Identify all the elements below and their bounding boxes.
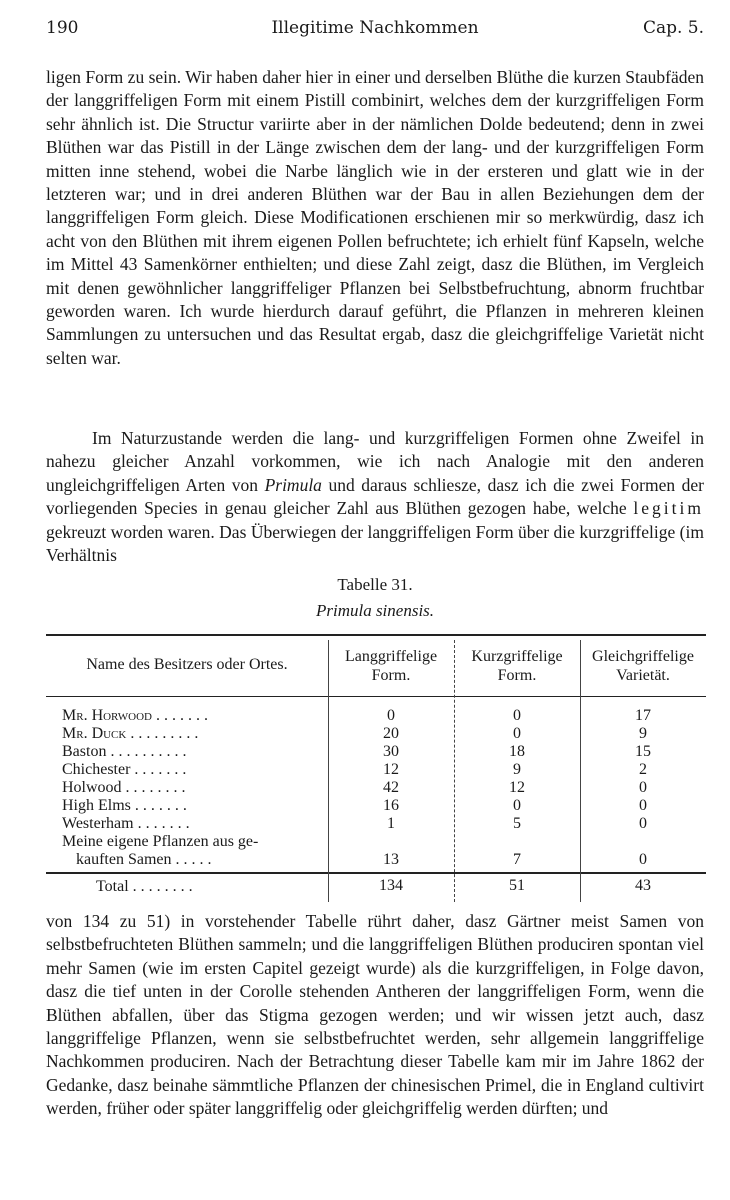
table-total-rule xyxy=(46,872,706,874)
cell-long: 30 xyxy=(383,743,399,760)
paragraph-3: von 134 zu 51) in vorstehender Tabelle rührt daher, dasz Gärtner meist Samen von selbstbefruchteten Blüthen sammeln; und die langgriffeligen Blüthen produciren spontan viel mehr Samen (wie im ersten Capitel gezeigt wurde) als die kurzgriffeligen, in Folge davon, dasz die tief unten in der Corolle stehenden Antheren der langgriffeligen Form, wenn die Blüthen abfallen, über das Stigma gezogen werden; und wir wissen jetzt auch, dasz langgriffelige Pflanzen, wenn sie selbstbefruchtet werden, sehr allgemein langgriffelige Nachkommen produciren. Nach der Betrachtung dieser Tabelle kam mir im Jahre 1862 der Gedanke, dasz beinahe sämmtliche Pflanzen der chinesischen Primel, die in England cultivirt werden, früher oder später langgriffelig oder gleichgriffelig werden dürften; und xyxy=(46,911,704,1119)
cell-equal: 17 xyxy=(635,707,651,724)
cell-long: 20 xyxy=(383,725,399,742)
header-equal-line2: Varietät. xyxy=(616,667,670,684)
cell-equal: 0 xyxy=(639,815,647,832)
table-title: Tabelle 31. xyxy=(337,575,413,594)
table-header-rule xyxy=(46,696,706,697)
cell-long: 1 xyxy=(387,815,395,832)
cell-short: 0 xyxy=(513,797,521,814)
row-name: Chichester . . . . . . . xyxy=(62,761,187,778)
cell-equal: 9 xyxy=(639,725,647,742)
emphasis-legitim: legitim xyxy=(633,498,704,519)
header-long xyxy=(328,647,454,685)
paragraph-2-text-c: und daraus schliesze, dasz ich die zwei Formen der vorliegenden Species in genau gleicher Zahl aus Blüthen gezogen habe, welche xyxy=(46,474,704,519)
cell-equal: 0 xyxy=(639,779,647,796)
header-short xyxy=(454,647,580,685)
row-name: High Elms . . . . . . . xyxy=(62,797,187,814)
header-long-line2: Form. xyxy=(371,667,411,684)
cell-long: 13 xyxy=(383,851,399,868)
row-name: Baston . . . . . . . . . . xyxy=(62,743,187,760)
total-long: 134 xyxy=(379,877,403,894)
header-short-line1: Kurzgriffelige xyxy=(471,648,563,665)
cell-short: 7 xyxy=(513,851,521,868)
genus-primula: Primula xyxy=(264,474,322,495)
cell-long: 16 xyxy=(383,797,399,814)
data-table xyxy=(46,634,706,904)
chapter-label: Cap. 5. xyxy=(642,18,704,38)
row-name: Holwood . . . . . . . . xyxy=(62,779,186,796)
table-top-rule xyxy=(46,634,706,636)
cell-short: 0 xyxy=(513,707,521,724)
cell-long: 42 xyxy=(383,779,399,796)
cell-short: 0 xyxy=(513,725,521,742)
row-name: Westerham . . . . . . . xyxy=(62,815,190,832)
total-short: 51 xyxy=(509,877,525,894)
paragraph-2 xyxy=(46,427,704,567)
total-label: Total . . . . . . . . xyxy=(96,878,193,895)
cell-long: 12 xyxy=(383,761,399,778)
cell-equal: 0 xyxy=(639,797,647,814)
running-header xyxy=(46,18,704,46)
header-equal-line1: Gleichgriffelige xyxy=(592,648,694,665)
page-number: 190 xyxy=(46,18,79,38)
row-name: Mr. Horwood . . . . . . . xyxy=(62,707,209,724)
cell-long: 0 xyxy=(387,707,395,724)
paragraph-2-text-e: gekreuzt worden waren. Das Überwiegen der langgriffeligen Form über die kurzgriffelige (im Verhältnis xyxy=(46,521,704,566)
cell-short: 18 xyxy=(509,743,525,760)
header-name: Name des Besitzers oder Ortes. xyxy=(86,656,288,673)
row-name-line1: Meine eigene Pflanzen aus ge- xyxy=(62,833,259,850)
row-name: Mr. Duck . . . . . . . . . xyxy=(62,725,199,742)
cell-equal: 2 xyxy=(639,761,647,778)
table-subtitle: Primula sinensis. xyxy=(315,601,435,620)
header-short-line2: Form. xyxy=(497,667,537,684)
cell-short: 5 xyxy=(513,815,521,832)
header-equal xyxy=(580,647,706,685)
paragraph-1: ligen Form zu sein. Wir haben daher hier in einer und derselben Blüthe die kurzen Staubfäden der langgriffeligen Form mit einem Pistill combinirt, welches dem der kurzgriffeligen Form sehr ähnlich ist. Die Structur variirte aber in der nämlichen Dolde bedeutend; denn in zwei Blüthen war das Pistill in der Länge zwischen dem der lang- und der kurzgriffeligen Form mitten inne stehend, wobei die Narbe länglich wie in der ersteren und glatt wie in der letzteren war; und in drei anderen Blüthen war der Bau in allen Beziehungen dem der langgriffeligen Form gleich. Diese Modificationen erschienen mir so merkwürdig, dasz ich acht von den Blüthen mit ihrem eigenen Pollen befruchtete; ich erhielt fünf Kapseln, welche im Mittel 43 Samenkörner enthielten; und diese Zahl zeigt, dasz die Blüthen, im Vergleich mit denen gewöhnlicher langgriffeliger Pflanzen bei Selbstbefruchtung, abnorm fruchtbar geworden waren. Ich wurde hierdurch darauf geführt, die Pflanzen in mehreren kleinen Sammlungen zu untersuchen und das Resultat ergab, dasz die gleichgriffelige Varietät nicht selten war. xyxy=(46,67,704,368)
running-title: Illegitime Nachkommen xyxy=(271,18,479,38)
paragraph-2-text-a: Im Naturzustande werden die lang- und kurzgriffeligen Formen ohne Zweifel in nahezu gleicher Anzahl vorkommen, wie ich nach Analogie mit den anderen ungleichgriffeligen Arten von xyxy=(46,428,704,495)
header-long-line1: Langgriffelige xyxy=(344,648,438,665)
total-equal: 43 xyxy=(635,877,651,894)
cell-equal: 0 xyxy=(639,851,647,868)
cell-equal: 15 xyxy=(635,743,651,760)
row-name-line2: kauften Samen . . . . . xyxy=(76,851,212,868)
cell-short: 9 xyxy=(513,761,521,778)
cell-short: 12 xyxy=(509,779,525,796)
